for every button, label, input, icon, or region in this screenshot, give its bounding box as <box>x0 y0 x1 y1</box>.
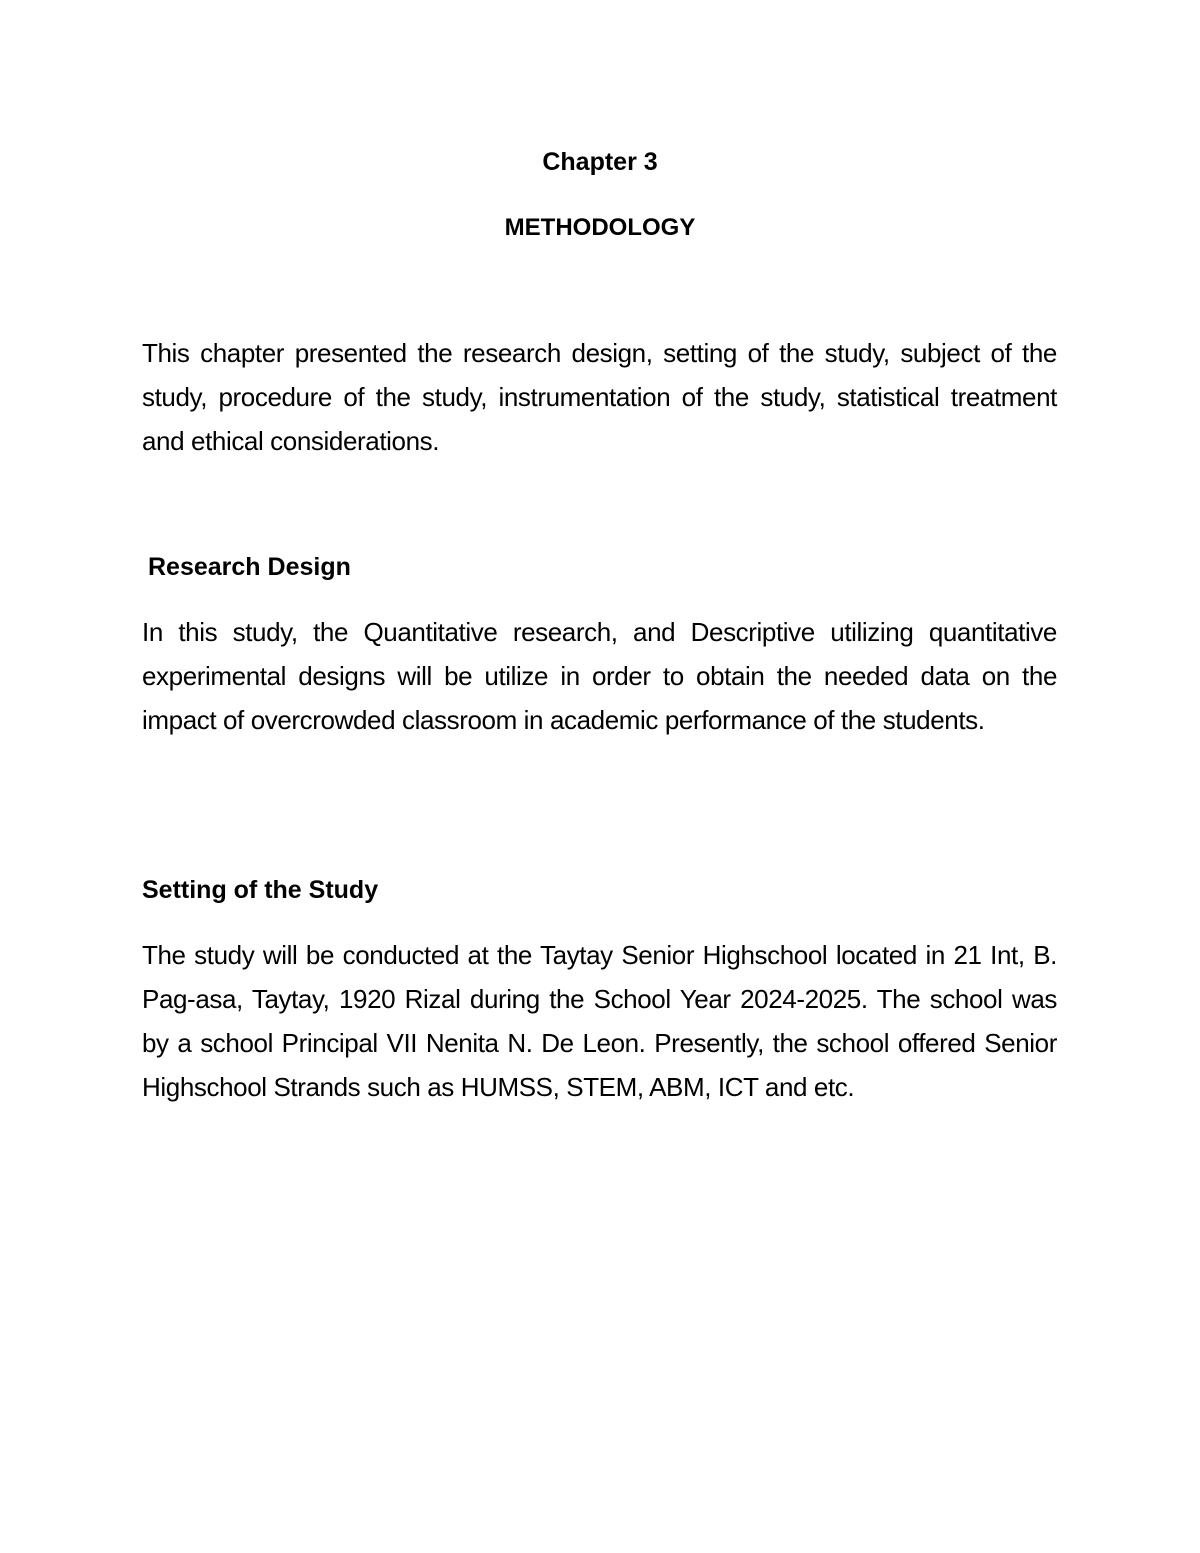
chapter-label: Chapter 3 <box>542 148 658 176</box>
research-design-paragraph: In this study, the Quantitative research, and Descriptive utilizing quantitative experimental designs will be utilize in order to obtain the needed data on the impact of overcrowded classroom in academic performance of the students. <box>142 617 1057 735</box>
intro-paragraph: This chapter presented the research design, setting of the study, subject of the study, procedure of the study, instrumentation of the study, statistical treatment and ethical considerations. <box>142 338 1057 456</box>
page-title: METHODOLOGY <box>504 214 696 241</box>
setting-of-study-paragraph: The study will be conducted at the Taytay Senior Highschool located in 21 Int, B. Pag-asa, Taytay, 1920 Rizal during the School Year 2024-2025. The school was by a school Principal VII Nenita N. De Leon. Presently, the school offered Senior Highschool Strands such as HUMSS, STEM, ABM, ICT and etc. <box>142 940 1057 1102</box>
research-design-heading: Research Design <box>148 553 351 581</box>
setting-of-study-heading: Setting of the Study <box>142 876 379 904</box>
